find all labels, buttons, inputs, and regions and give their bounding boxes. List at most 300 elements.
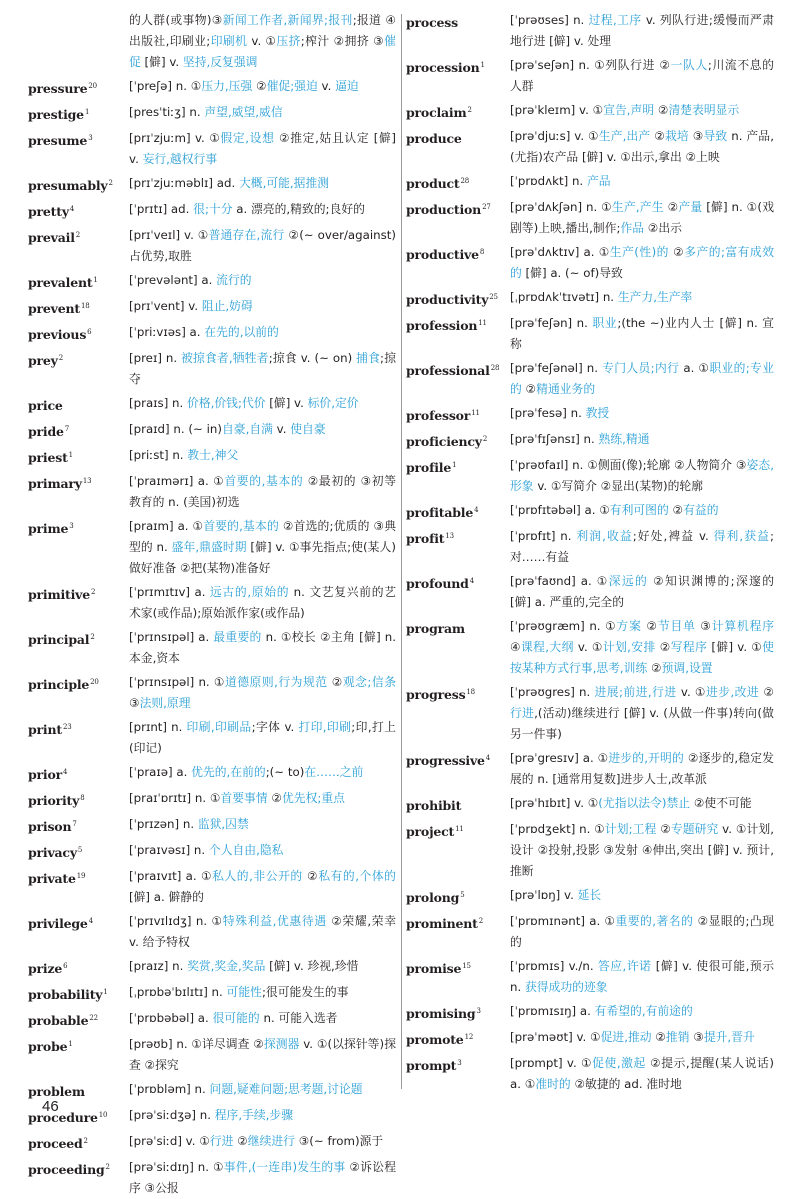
headword: [28, 982, 129, 1005]
frequency-superscript: 1: [68, 1040, 73, 1048]
definition-text: [ˈprɒmɪnənt] a. ①: [510, 914, 616, 928]
headword: [406, 1027, 510, 1050]
definition-text: [僻] v. ①事先指点;使(某人)做好准备 ②把(某物)准备好: [129, 540, 396, 575]
definition-text: ;(the ~)业内人士 [僻] n. 宣称: [510, 316, 774, 351]
dictionary-entry: [28, 296, 396, 319]
highlighted-meaning: 道德原则,行为规范: [224, 675, 328, 689]
definition: [510, 403, 774, 426]
definition-text: [僻] a. (~ of)导致: [521, 266, 623, 280]
definition-text: ②使不可能: [690, 796, 752, 810]
highlighted-meaning: 得利,获益: [713, 529, 771, 543]
dictionary-entry: [28, 10, 396, 73]
headword-text: priest: [28, 450, 68, 465]
definition-text: ②: [663, 200, 679, 214]
definition: [129, 296, 396, 319]
definition-text: ②诉讼程序 ③公报: [129, 1160, 397, 1195]
headword-text: promising: [406, 1006, 476, 1021]
dictionary-entry: [28, 322, 396, 345]
headword: [406, 819, 510, 882]
headword: [28, 128, 129, 170]
highlighted-meaning: 使按某种方式行事,思考,训练: [510, 640, 774, 675]
highlighted-meaning: 首要的,基本的: [224, 474, 304, 488]
highlighted-meaning: 可能性: [226, 985, 262, 999]
frequency-superscript: 13: [82, 477, 92, 485]
highlighted-meaning: 栽培: [664, 129, 689, 143]
headword-text: productivity: [406, 292, 489, 307]
definition-text: [prəˈlɒŋ] v.: [510, 888, 578, 902]
definition-text: [prəˈməʊt] v. ①: [510, 1030, 601, 1044]
dictionary-entry: [28, 582, 396, 624]
headword-text: prevail: [28, 230, 75, 245]
definition-text: [僻] v. 使很可能,预示 n.: [510, 959, 774, 994]
headword: [406, 197, 510, 239]
dictionary-entry: [406, 242, 774, 284]
headword: [28, 322, 129, 345]
definition: [129, 173, 396, 196]
headword-text: prevent: [28, 301, 80, 316]
definition: [129, 10, 396, 73]
headword: [406, 455, 510, 497]
headword-text: productive: [406, 247, 479, 262]
frequency-superscript: 7: [72, 820, 77, 828]
definition-text: n. 可能入选者: [259, 1011, 338, 1025]
headword-text: proficiency: [406, 434, 482, 449]
definition: [129, 76, 396, 99]
definition-text: ②: [252, 79, 267, 93]
definition-text: [prɪˈzjuːməblɪ] ad.: [129, 176, 239, 190]
dictionary-entry: [28, 866, 396, 908]
headword: [28, 1034, 129, 1076]
headword: [28, 270, 129, 293]
definition-text: [prəˈdʌktɪv] a. ①: [510, 245, 610, 259]
definition: [129, 419, 396, 442]
frequency-superscript: 20: [90, 678, 99, 686]
definition-text: ②: [641, 619, 658, 633]
headword-text: probability: [28, 987, 103, 1002]
definition-text: n. 文艺复兴前的艺术家(或作品);原始派作家(或作品): [129, 585, 396, 620]
highlighted-meaning: 答应,许诺: [597, 959, 652, 973]
headword: [406, 1053, 510, 1095]
headword-text: procession: [406, 60, 480, 75]
definition-text: ②知识渊博的;深邃的 [僻] a. 严重的,完全的: [510, 574, 774, 609]
page-number: 46: [42, 1098, 59, 1115]
definition-text: [praɪs] n.: [129, 396, 188, 410]
definition: [129, 225, 396, 267]
definition-text: v. ①: [676, 685, 706, 699]
highlighted-meaning: 推销: [665, 1030, 690, 1044]
definition-text: v. ①计划,设计 ②投射,投影 ③发射 ④伸出,突出 [僻] v. 预计,推断: [510, 822, 774, 878]
highlighted-meaning: 精通业务的: [536, 382, 596, 396]
definition-text: [ˈprəʊgræm] n. ①: [510, 619, 617, 633]
dictionary-entry: [28, 76, 396, 99]
definition-text: [prəˈkleɪm] v. ①: [510, 103, 604, 117]
definition: [129, 471, 396, 513]
definition-text: [praɪm] a. ①: [129, 519, 204, 533]
definition-text: ②: [302, 869, 319, 883]
definition-text: ②: [654, 103, 669, 117]
definition-text: [ˈprɪnsɪpəl] a.: [129, 630, 214, 644]
headword: [406, 429, 510, 452]
definition: [129, 270, 396, 293]
dictionary-entry: [406, 287, 774, 310]
definition-text: ,(活动)继续进行 [僻] v. (从做一件事)转向(做另一件事): [510, 706, 774, 741]
frequency-superscript: 13: [445, 532, 454, 540]
definition-text: v.: [272, 422, 291, 436]
right-column: [406, 10, 774, 1095]
headword: [28, 296, 129, 319]
definition-text: ②: [521, 382, 537, 396]
definition-text: [僻] v.: [265, 396, 308, 410]
definition-text: [ˈprɒmɪs] v./n.: [510, 959, 598, 973]
definition-text: [ˈprəʊgres] n.: [510, 685, 595, 699]
definition-text: ③(~ from)源于: [294, 1134, 384, 1148]
frequency-superscript: 4: [485, 754, 491, 762]
headword-text: pressure: [28, 81, 88, 96]
highlighted-meaning: 事件,(一连串)发生的事: [223, 1160, 346, 1174]
dictionary-entry: [406, 1053, 774, 1095]
definition-text: [praɪd] n. (~ in): [129, 422, 222, 436]
highlighted-meaning: 继续进行: [247, 1134, 295, 1148]
highlighted-meaning: 最重要的: [213, 630, 262, 644]
dictionary-entry: [28, 911, 396, 953]
definition-text: ②: [668, 503, 684, 517]
headword: [406, 526, 510, 568]
definition-text: [presˈtiːʒ] n.: [129, 105, 205, 119]
definition-text: [ˈprɪmɪtɪv] a.: [129, 585, 210, 599]
definition-text: ;(~ to): [265, 765, 305, 779]
highlighted-meaning: 利润,收益: [576, 529, 633, 543]
definition-text: [ˈpraɪvɪt] a. ①: [129, 869, 213, 883]
definition-text: n. ①校长 ②主角 [僻] n. 本金,资本: [129, 630, 396, 665]
highlighted-meaning: 促进,推动: [600, 1030, 652, 1044]
headword: [28, 173, 129, 196]
column-divider: [401, 14, 402, 1089]
headword: [28, 1131, 129, 1154]
headword: [28, 788, 129, 811]
frequency-superscript: 20: [88, 82, 97, 90]
highlighted-meaning: 在……之前: [304, 765, 364, 779]
definition-text: [ˈprɒfɪt] n.: [510, 529, 577, 543]
definition-text: ④: [510, 640, 521, 654]
definition: [129, 866, 396, 908]
definition-text: [ˈprɪzən] n.: [129, 817, 198, 831]
headword-text: probe: [28, 1039, 68, 1054]
definition-text: [ˈprɒfɪtəbəl] a. ①: [510, 503, 610, 517]
definition-text: ②逐步的,稳定发展的 n. [通常用复数]进步人士,改革派: [510, 751, 774, 786]
definition-text: [ˈprɒbəbəl] a.: [129, 1011, 213, 1025]
frequency-superscript: 28: [490, 364, 500, 372]
definition: [510, 10, 774, 52]
highlighted-meaning: 方案: [616, 619, 642, 633]
highlighted-meaning: 印刷机: [210, 34, 248, 48]
definition-text: [prəˈgresɪv] a. ①: [510, 751, 609, 765]
highlighted-meaning: (尤指以法令)禁止: [598, 796, 691, 810]
dictionary-entry: [28, 128, 396, 170]
definition-text: ②出示: [644, 221, 682, 235]
headword: [28, 225, 129, 267]
definition-text: ;掠食 v. (~ on): [268, 351, 357, 365]
definition: [129, 582, 396, 624]
highlighted-meaning: 压力,压强: [201, 79, 253, 93]
frequency-superscript: 3: [88, 134, 93, 142]
highlighted-meaning: 生产(性)的: [609, 245, 669, 259]
headword: [28, 672, 129, 714]
highlighted-meaning: 促使,激起: [592, 1056, 646, 1070]
definition-text: ②: [233, 1134, 248, 1148]
headword: [406, 885, 510, 908]
frequency-superscript: 6: [63, 962, 68, 970]
highlighted-meaning: 一队人: [670, 58, 708, 72]
frequency-superscript: 1: [93, 276, 98, 284]
highlighted-meaning: 私有的,个体的: [318, 869, 396, 883]
frequency-superscript: 2: [58, 354, 64, 362]
highlighted-meaning: 价格,价钱;代价: [187, 396, 266, 410]
headword-text: proclaim: [406, 105, 467, 120]
definition: [129, 199, 396, 222]
headword-text: problem: [28, 1084, 85, 1099]
dictionary-entry: [406, 885, 774, 908]
dictionary-entry: [28, 1034, 396, 1076]
headword: [28, 419, 129, 442]
highlighted-meaning: 印刷,印刷品: [186, 720, 252, 734]
headword-text: probable: [28, 1013, 89, 1028]
definition: [129, 672, 396, 714]
highlighted-meaning: 盛年,鼎盛时期: [171, 540, 247, 554]
highlighted-meaning: 作品: [620, 221, 645, 235]
definition: [129, 982, 396, 1005]
highlighted-meaning: 有利可图的: [609, 503, 669, 517]
headword-text: prime: [28, 521, 69, 536]
highlighted-meaning: 妄行,越权行事: [142, 152, 218, 166]
frequency-superscript: 2: [90, 633, 95, 641]
highlighted-meaning: 压挤: [276, 34, 301, 48]
definition-text: n. 产品,(尤指)农产品 [僻] v. ①出示,拿出 ②上映: [510, 129, 774, 164]
definition-text: [prəˈfeʃənəl] n.: [510, 361, 603, 375]
frequency-superscript: 2: [482, 435, 488, 443]
headword-text: profitable: [406, 505, 474, 520]
dictionary-entry: [28, 1079, 396, 1102]
highlighted-meaning: 标价,定价: [307, 396, 359, 410]
definition-text: ;川流不息的人群: [510, 58, 774, 93]
headword-text: progressive: [406, 753, 485, 768]
definition-text: v. 列队行进;缓慢而严肃地行进 [僻] v. 处理: [510, 13, 774, 48]
highlighted-meaning: 优先的,在前的: [191, 765, 266, 779]
definition: [510, 1053, 774, 1095]
definition: [129, 762, 396, 785]
definition-text: [praɪˈɒrɪtɪ] n. ①: [129, 791, 221, 805]
definition: [510, 956, 774, 998]
definition-text: [ˈpraɪmərɪ] a. ①: [129, 474, 225, 488]
dictionary-entry: [28, 1157, 396, 1199]
dictionary-entry: [28, 1131, 396, 1154]
definition: [510, 500, 774, 523]
definition-text: [ˈpriːvɪəs] a.: [129, 325, 205, 339]
dictionary-entry: [28, 393, 396, 416]
frequency-superscript: 1: [68, 451, 73, 459]
headword-text: production: [406, 202, 482, 217]
definition: [510, 429, 774, 452]
headword: [406, 403, 510, 426]
highlighted-meaning: 打印,印刷: [298, 720, 352, 734]
definition-text: v. ①: [247, 34, 277, 48]
highlighted-meaning: 观念;信条: [342, 675, 396, 689]
definition: [129, 102, 396, 125]
definition-text: [preɪ] n.: [129, 351, 181, 365]
headword: [28, 471, 129, 513]
definition: [129, 840, 396, 863]
highlighted-meaning: 催促: [129, 34, 396, 69]
definition: [129, 911, 396, 953]
highlighted-meaning: 导致: [703, 129, 728, 143]
highlighted-meaning: 产量: [678, 200, 703, 214]
frequency-superscript: 2: [75, 231, 81, 239]
definition: [510, 55, 774, 97]
headword-text: prohibit: [406, 798, 462, 813]
definition-text: [ˈprəʊses] n.: [510, 13, 589, 27]
frequency-superscript: 27: [482, 203, 491, 211]
dictionary-entry: [28, 471, 396, 513]
headword: [28, 76, 129, 99]
headword-text: progress: [406, 687, 466, 702]
definition-text: ;印,打上(印记): [129, 720, 396, 755]
dictionary-entry: [28, 199, 396, 222]
highlighted-meaning: 清楚表明显示: [668, 103, 740, 117]
headword-text: privacy: [28, 845, 77, 860]
headword-text: profile: [406, 460, 452, 475]
definition-text: [prəˈsiːdʒə] n.: [129, 1108, 215, 1122]
highlighted-meaning: 过程,工序: [588, 13, 642, 27]
dictionary-entry: [406, 616, 774, 679]
headword-text: promote: [406, 1032, 464, 1047]
definition-text: [prəˈfesə] n.: [510, 406, 586, 420]
definition-text: v. ①(以探针等)探查 ②探究: [129, 1037, 396, 1072]
headword-text: primary: [28, 476, 82, 491]
definition: [129, 1034, 396, 1076]
highlighted-meaning: 专题研究: [670, 822, 719, 836]
highlighted-meaning: 被掠食者,牺牲者: [181, 351, 269, 365]
definition-text: [ˈprɪvɪlɪdʒ] n. ①: [129, 914, 223, 928]
definition-text: [prəˈsiːdɪŋ] n. ①: [129, 1160, 224, 1174]
frequency-superscript: 23: [62, 723, 72, 731]
definition: [510, 616, 774, 679]
definition-text: [ˈprɒmɪsɪŋ] a.: [510, 1004, 595, 1018]
highlighted-meaning: 进展;前进,行进: [594, 685, 677, 699]
dictionary-entry: [406, 526, 774, 568]
highlighted-meaning: 假定,设想: [220, 131, 275, 145]
frequency-superscript: 22: [89, 1014, 98, 1022]
frequency-superscript: 18: [80, 302, 90, 310]
definition-text: ②: [647, 661, 662, 675]
headword: [406, 358, 510, 400]
dictionary-entry: [28, 814, 396, 837]
highlighted-meaning: 特殊利益,优惠待遇: [222, 914, 327, 928]
headword: [406, 55, 510, 97]
headword-text: profit: [406, 531, 445, 546]
headword: [406, 126, 510, 168]
headword: [28, 911, 129, 953]
highlighted-meaning: 深远的: [608, 574, 649, 588]
definition-text: ;对……有益: [510, 529, 774, 564]
headword-text: profound: [406, 576, 469, 591]
definition-text: ②荣耀,荣幸 v. 给予特权: [129, 914, 396, 949]
frequency-superscript: 6: [87, 328, 92, 336]
definition: [129, 1157, 396, 1199]
definition-text: [僻] v.: [140, 55, 183, 69]
dictionary-entry: [406, 55, 774, 97]
definition: [510, 242, 774, 284]
definition-text: ②(~ over/against)占优势,取胜: [129, 228, 396, 263]
headword: [406, 171, 510, 194]
definition-text: a. 漂亮的,精致的;良好的: [232, 202, 365, 216]
definition-text: [prɪˈzjuːm] v. ①: [129, 131, 221, 145]
dictionary-entry: [406, 682, 774, 745]
definition: [510, 197, 774, 239]
definition: [129, 1131, 396, 1154]
frequency-superscript: 4: [474, 506, 479, 514]
definition-text: [praɪz] n.: [129, 959, 188, 973]
headword-text: primitive: [28, 587, 90, 602]
headword-text: presume: [28, 133, 88, 148]
headword-text: price: [28, 398, 63, 413]
highlighted-meaning: 探测器: [263, 1037, 300, 1051]
definition: [510, 171, 774, 194]
definition: [510, 358, 774, 400]
highlighted-meaning: 普通存在,流行: [208, 228, 285, 242]
frequency-superscript: 12: [464, 1033, 474, 1041]
dictionary-entry: [406, 403, 774, 426]
definition-text: [ˈprɪnsɪpəl] n. ①: [129, 675, 225, 689]
highlighted-meaning: 流行的: [216, 273, 252, 287]
dictionary-entry: [28, 627, 396, 669]
frequency-superscript: 8: [479, 248, 485, 256]
frequency-superscript: 10: [98, 1111, 108, 1119]
frequency-superscript: 3: [476, 1007, 481, 1015]
dictionary-entry: [406, 748, 774, 790]
headword: [28, 393, 129, 416]
highlighted-meaning: 计划;工程: [604, 822, 657, 836]
headword-text: privilege: [28, 916, 88, 931]
definition: [129, 128, 396, 170]
definition-text: [ˈpraɪvəsɪ] n.: [129, 843, 209, 857]
headword: [28, 762, 129, 785]
definition-text: ;字体 v.: [251, 720, 299, 734]
dictionary-entry: [28, 270, 396, 293]
definition-text: [ˈprɪtɪ] ad.: [129, 202, 194, 216]
highlighted-meaning: 大概,可能,据推测: [238, 176, 330, 190]
dictionary-entry: [406, 313, 774, 355]
definition-text: [prɒmpt] v. ①: [510, 1056, 593, 1070]
highlighted-meaning: 生产力,生产率: [617, 290, 693, 304]
highlighted-meaning: 在先的,以前的: [204, 325, 279, 339]
dictionary-entry: [406, 455, 774, 497]
definition-text: [prəˈseʃən] n. ①列队行进 ②: [510, 58, 671, 72]
dictionary-entry: [28, 672, 396, 714]
definition-text: ;很可能发生的事: [261, 985, 349, 999]
highlighted-meaning: 提升,晋升: [703, 1030, 755, 1044]
headword: [28, 10, 129, 73]
dictionary-entry: [406, 1027, 774, 1050]
definition-text: [ˈprɒdʌkt] n.: [510, 174, 587, 188]
dictionary-entry: [28, 840, 396, 863]
frequency-superscript: 2: [105, 1163, 110, 1171]
highlighted-meaning: 法则,原理: [139, 696, 191, 710]
dictionary-entry: [406, 10, 774, 52]
frequency-superscript: 3: [457, 1059, 462, 1067]
headword-text: proceeding: [28, 1162, 105, 1177]
definition: [510, 100, 774, 123]
definition-text: [ˈprəʊfaɪl] n. ①侧面(像);轮廓 ②人物简介 ③: [510, 458, 747, 472]
definition-text: ②: [759, 685, 774, 699]
